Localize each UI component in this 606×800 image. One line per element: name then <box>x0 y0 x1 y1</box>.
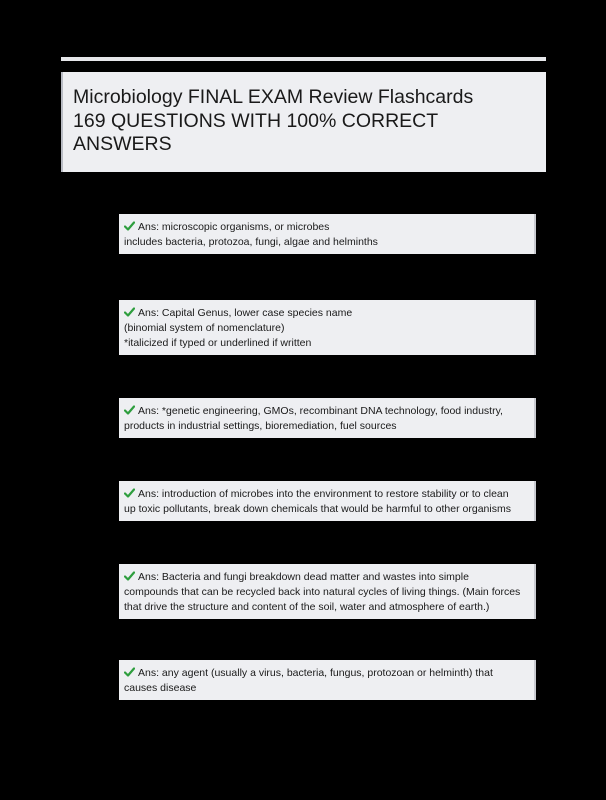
answer-text: includes bacteria, protozoa, fungi, algae and helminths <box>124 236 378 248</box>
title-line-1: Microbiology FINAL EXAM Review Flashcards <box>73 86 474 108</box>
answer-card <box>119 214 536 254</box>
answer-line <box>124 487 528 502</box>
answer-line <box>124 336 528 351</box>
answer-line <box>124 600 528 615</box>
answer-text: *italicized if typed or underlined if written <box>124 337 312 349</box>
answer-text: (binomial system of nomenclature) <box>124 322 285 334</box>
answer-line <box>124 404 528 419</box>
answer-text: up toxic pollutants, break down chemicals that would be harmful to other organisms <box>124 503 511 515</box>
answer-card <box>119 481 536 521</box>
check-icon <box>124 488 135 498</box>
answer-line <box>124 502 528 517</box>
top-rule <box>61 57 546 61</box>
check-icon <box>124 667 135 677</box>
answer-line <box>124 220 528 235</box>
answer-text: Ans: introduction of microbes into the environment to restore stability or to clean <box>138 488 509 500</box>
answer-line <box>124 666 528 681</box>
answer-text: Ans: any agent (usually a virus, bacteria, fungus, protozoan or helminth) that <box>138 667 493 679</box>
answer-card <box>119 398 536 438</box>
title-line-2: 169 QUESTIONS WITH 100% CORRECT <box>73 109 439 132</box>
answer-line <box>124 419 528 434</box>
answer-line <box>124 306 528 321</box>
check-icon <box>124 405 135 415</box>
answer-card <box>119 660 536 700</box>
title-line-3: ANSWERS <box>73 133 172 155</box>
answer-line <box>124 321 528 336</box>
check-icon <box>124 571 135 581</box>
check-icon <box>124 221 135 231</box>
answer-line <box>124 235 528 250</box>
answer-line <box>124 570 528 585</box>
check-icon <box>124 307 135 317</box>
answer-text: causes disease <box>124 682 197 694</box>
answer-text: Ans: *genetic engineering, GMOs, recombinant DNA technology, food industry, <box>138 405 503 417</box>
answer-text: that drive the structure and content of the soil, water and atmosphere of earth.) <box>124 601 490 613</box>
answer-line <box>124 585 528 600</box>
answer-card <box>119 300 536 355</box>
answer-text: Ans: microscopic organisms, or microbes <box>138 221 330 233</box>
answer-line <box>124 681 528 696</box>
answer-text: Ans: Bacteria and fungi breakdown dead matter and wastes into simple <box>138 571 469 583</box>
answer-text: products in industrial settings, bioremediation, fuel sources <box>124 420 397 432</box>
answer-text: Ans: Capital Genus, lower case species name <box>138 307 353 319</box>
answer-card <box>119 564 536 619</box>
answer-text: compounds that can be recycled back into natural cycles of living things. (Main forces <box>124 586 521 598</box>
document-title <box>61 72 546 172</box>
